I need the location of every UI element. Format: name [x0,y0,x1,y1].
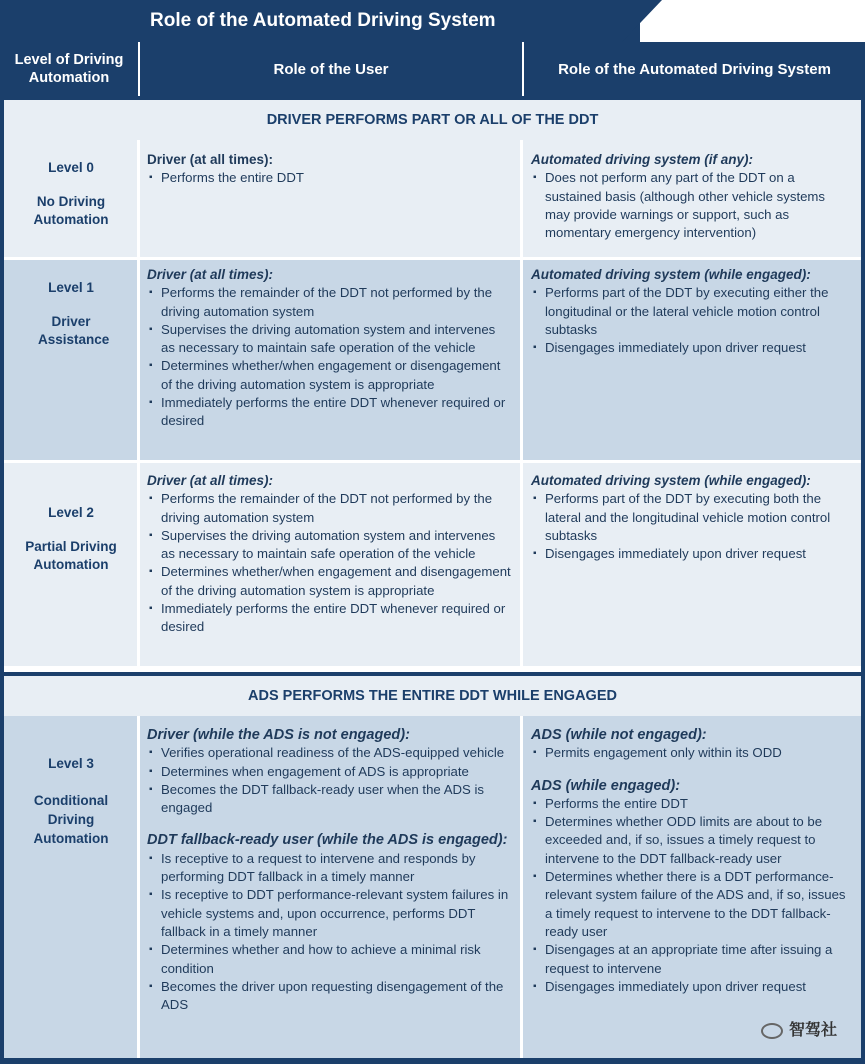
level-number: Level 1 [48,280,94,295]
header-ads: Role of the Automated Driving System [524,42,865,96]
list-item: ▪ Disengages immediately upon driver request [531,339,851,357]
user-cell-level-3 [147,726,517,1014]
level-number: Level 2 [48,505,94,520]
ads-cell-level-3 [531,726,851,996]
role-list [147,169,512,187]
user-cell-level-0 [147,151,512,188]
list-item: ▪ Performs the entire DDT [147,169,512,187]
list-item: ▪ Immediately performs the entire DDT whenever required or desired [147,394,512,431]
list-item: ▪ Performs the entire DDT [531,795,851,813]
section-band-ads: ADS PERFORMS THE ENTIRE DDT WHILE ENGAGED [4,672,861,716]
list-item: ▪ Performs part of the DDT by executing both the lateral and the longitudinal vehicle motion control subtasks [531,490,851,545]
list-item: ▪ Is receptive to DDT performance-relevant system failures in vehicle systems and, upon occurrence, performs DDT fallback in a timely manner [147,886,517,941]
role-title: Automated driving system (if any): [531,152,754,167]
section-gap [4,666,861,672]
level-name: Conditional Driving Automation [33,793,109,846]
list-item: ▪ Determines whether/when engagement and disengagement of the driving automation system is appropriate [147,563,512,600]
list-item: ▪ Performs the remainder of the DDT not performed by the driving automation system [147,490,512,527]
list-item: ▪ Becomes the DDT fallback-ready user when the ADS is engaged [147,781,517,818]
level-3-cell [4,756,138,848]
role-list [147,744,517,817]
role-list [531,284,851,357]
list-item: ▪ Determines whether there is a DDT performance-relevant system failure of the ADS and, if so, issues a timely request to intervene to the DDT fallback-ready user [531,868,851,941]
role-title: Driver (at all times): [147,473,274,488]
column-separator [520,716,523,1058]
role-list [147,284,512,430]
list-item: ▪ Disengages immediately upon driver request [531,978,851,996]
list-item: ▪ Supervises the driving automation system and intervenes as necessary to maintain safe operation of the vehicle [147,321,512,358]
role-list [147,850,517,1015]
role-list [531,490,851,563]
role-title: Automated driving system (while engaged): [531,473,811,488]
list-item: ▪ Becomes the driver upon requesting disengagement of the ADS [147,978,517,1015]
wechat-icon [761,1023,783,1039]
watermark-text: 智驾社 [788,1022,837,1039]
role-title: Driver (while the ADS is not engaged): [147,727,410,743]
table-title: Role of the Automated Driving System [0,0,640,42]
list-item: ▪ Supervises the driving automation system and intervenes as necessary to maintain safe operation of the vehicle [147,527,512,564]
list-item: ▪ Disengages immediately upon driver request [531,545,851,563]
title-tab-slant [622,0,662,42]
user-cell-level-2 [147,472,512,637]
level-0-cell [4,160,138,229]
list-item: ▪ Permits engagement only within its ODD [531,744,851,762]
role-title: DDT fallback-ready user (while the ADS is engaged): [147,832,508,849]
list-item: ▪ Determines whether and how to achieve a minimal risk condition [147,941,517,978]
column-separator [520,140,523,666]
level-name: No Driving Automation [33,194,109,227]
list-item: ▪ Determines when engagement of ADS is appropriate [147,763,517,781]
ads-cell-level-0 [531,151,851,242]
watermark [761,1017,837,1040]
section-band-driver: DRIVER PERFORMS PART OR ALL OF THE DDT [4,96,861,140]
level-2-cell [4,505,138,574]
list-item: ▪ Immediately performs the entire DDT whenever required or desired [147,600,512,637]
role-list [531,795,851,996]
list-item: ▪ Performs the remainder of the DDT not performed by the driving automation system [147,284,512,321]
list-item: ▪ Verifies operational readiness of the ADS-equipped vehicle [147,744,517,762]
list-item: ▪ Disengages at an appropriate time after issuing a request to intervene [531,941,851,978]
ads-cell-level-1 [531,266,851,357]
role-title: Automated driving system (while engaged): [531,267,811,282]
list-item: ▪ Does not perform any part of the DDT on a sustained basis (although other vehicle systems may provide warnings or support, such as momentary emergency intervention) [531,169,851,242]
level-name: Partial Driving Automation [25,539,117,572]
level-number: Level 0 [48,160,94,175]
frame-right [861,96,865,1064]
header-user: Role of the User [140,42,522,96]
header-level: Level of Driving Automation [0,42,138,96]
level-number: Level 3 [48,756,94,771]
list-item: ▪ Determines whether/when engagement or disengagement of the driving automation system is appropriate [147,357,512,394]
role-title: ADS (while engaged): [531,777,681,794]
level-1-cell [4,280,138,349]
frame-bottom [0,1058,865,1064]
level-name: Driver Assistance [38,314,110,347]
list-item: ▪ Performs part of the DDT by executing either the longitudinal or the lateral vehicle motion control subtasks [531,284,851,339]
role-list [531,169,851,242]
role-title: ADS (while not engaged): [531,727,707,743]
user-cell-level-1 [147,266,512,431]
ads-cell-level-2 [531,472,851,563]
role-list [147,490,512,636]
role-title: Driver (at all times): [147,267,274,282]
role-list [531,744,851,762]
list-item: ▪ Determines whether ODD limits are about to be exceeded and, if so, issues a timely request to intervene to the DDT fallback-ready user [531,813,851,868]
list-item: ▪ Is receptive to a request to intervene and responds by performing DDT fallback in a timely manner [147,850,517,887]
role-title: Driver (at all times): [147,152,274,167]
